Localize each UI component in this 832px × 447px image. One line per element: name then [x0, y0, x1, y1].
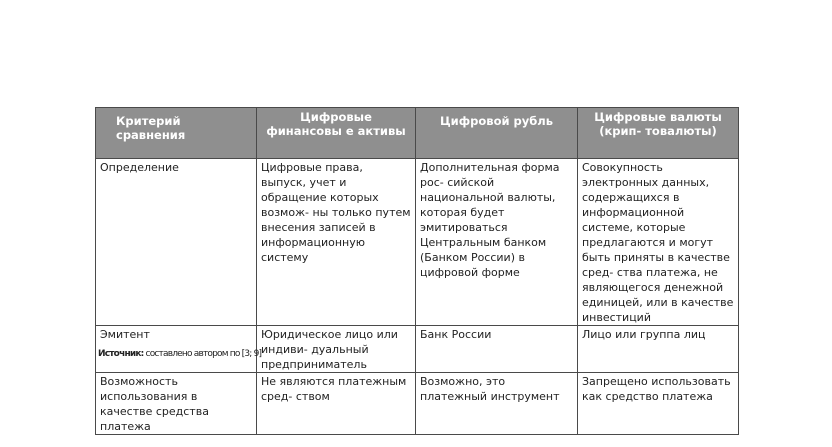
row-payment-ruble: Возможно, это платежный инструмент — [416, 373, 578, 435]
table-row — [96, 159, 739, 326]
row-issuer-dfa: Юридическое лицо или индиви- дуальный предприниматель — [257, 326, 416, 373]
source-label: Источник: — [98, 349, 144, 359]
row-issuer-criterion: Эмитент — [96, 326, 257, 373]
row-definition-criterion: Определение — [96, 159, 257, 326]
row-definition-crypto: Совокупность электронных данных, содержащихся в информационной системе, которые предлагаются и могут быть приняты в качестве сред- ства платежа, не являющегося денежной единицей, или в качестве инвестиций — [578, 159, 739, 326]
header-digital-currencies: Цифровые валюты (крип- товалюты) — [578, 108, 739, 159]
header-row — [96, 108, 739, 159]
source-note — [98, 349, 261, 359]
row-definition-ruble: Дополнительная форма рос- сийской национальной валюты, которая будет эмитироваться Центральным банком (Банком России) в цифровой форме — [416, 159, 578, 326]
row-payment-crypto: Запрещено использовать как средство платежа — [578, 373, 739, 435]
comparison-table — [95, 107, 739, 435]
row-payment-dfa: Не являются платежным сред- ством — [257, 373, 416, 435]
header-digital-ruble: Цифровой рубль — [416, 108, 578, 159]
row-issuer-ruble: Банк России — [416, 326, 578, 373]
row-payment-criterion: Возможность использования в качестве средства платежа — [96, 373, 257, 435]
source-text: составлено автором по [3; 9] — [145, 349, 262, 359]
header-criterion: Критерий сравнения — [96, 108, 257, 159]
table-row — [96, 373, 739, 435]
header-digital-financial-assets: Цифровые финансовы е активы — [257, 108, 416, 159]
row-issuer-crypto: Лицо или группа лиц — [578, 326, 739, 373]
row-definition-dfa: Цифровые права, выпуск, учет и обращение которых возмож- ны только путем внесения записей в информационную систему — [257, 159, 416, 326]
